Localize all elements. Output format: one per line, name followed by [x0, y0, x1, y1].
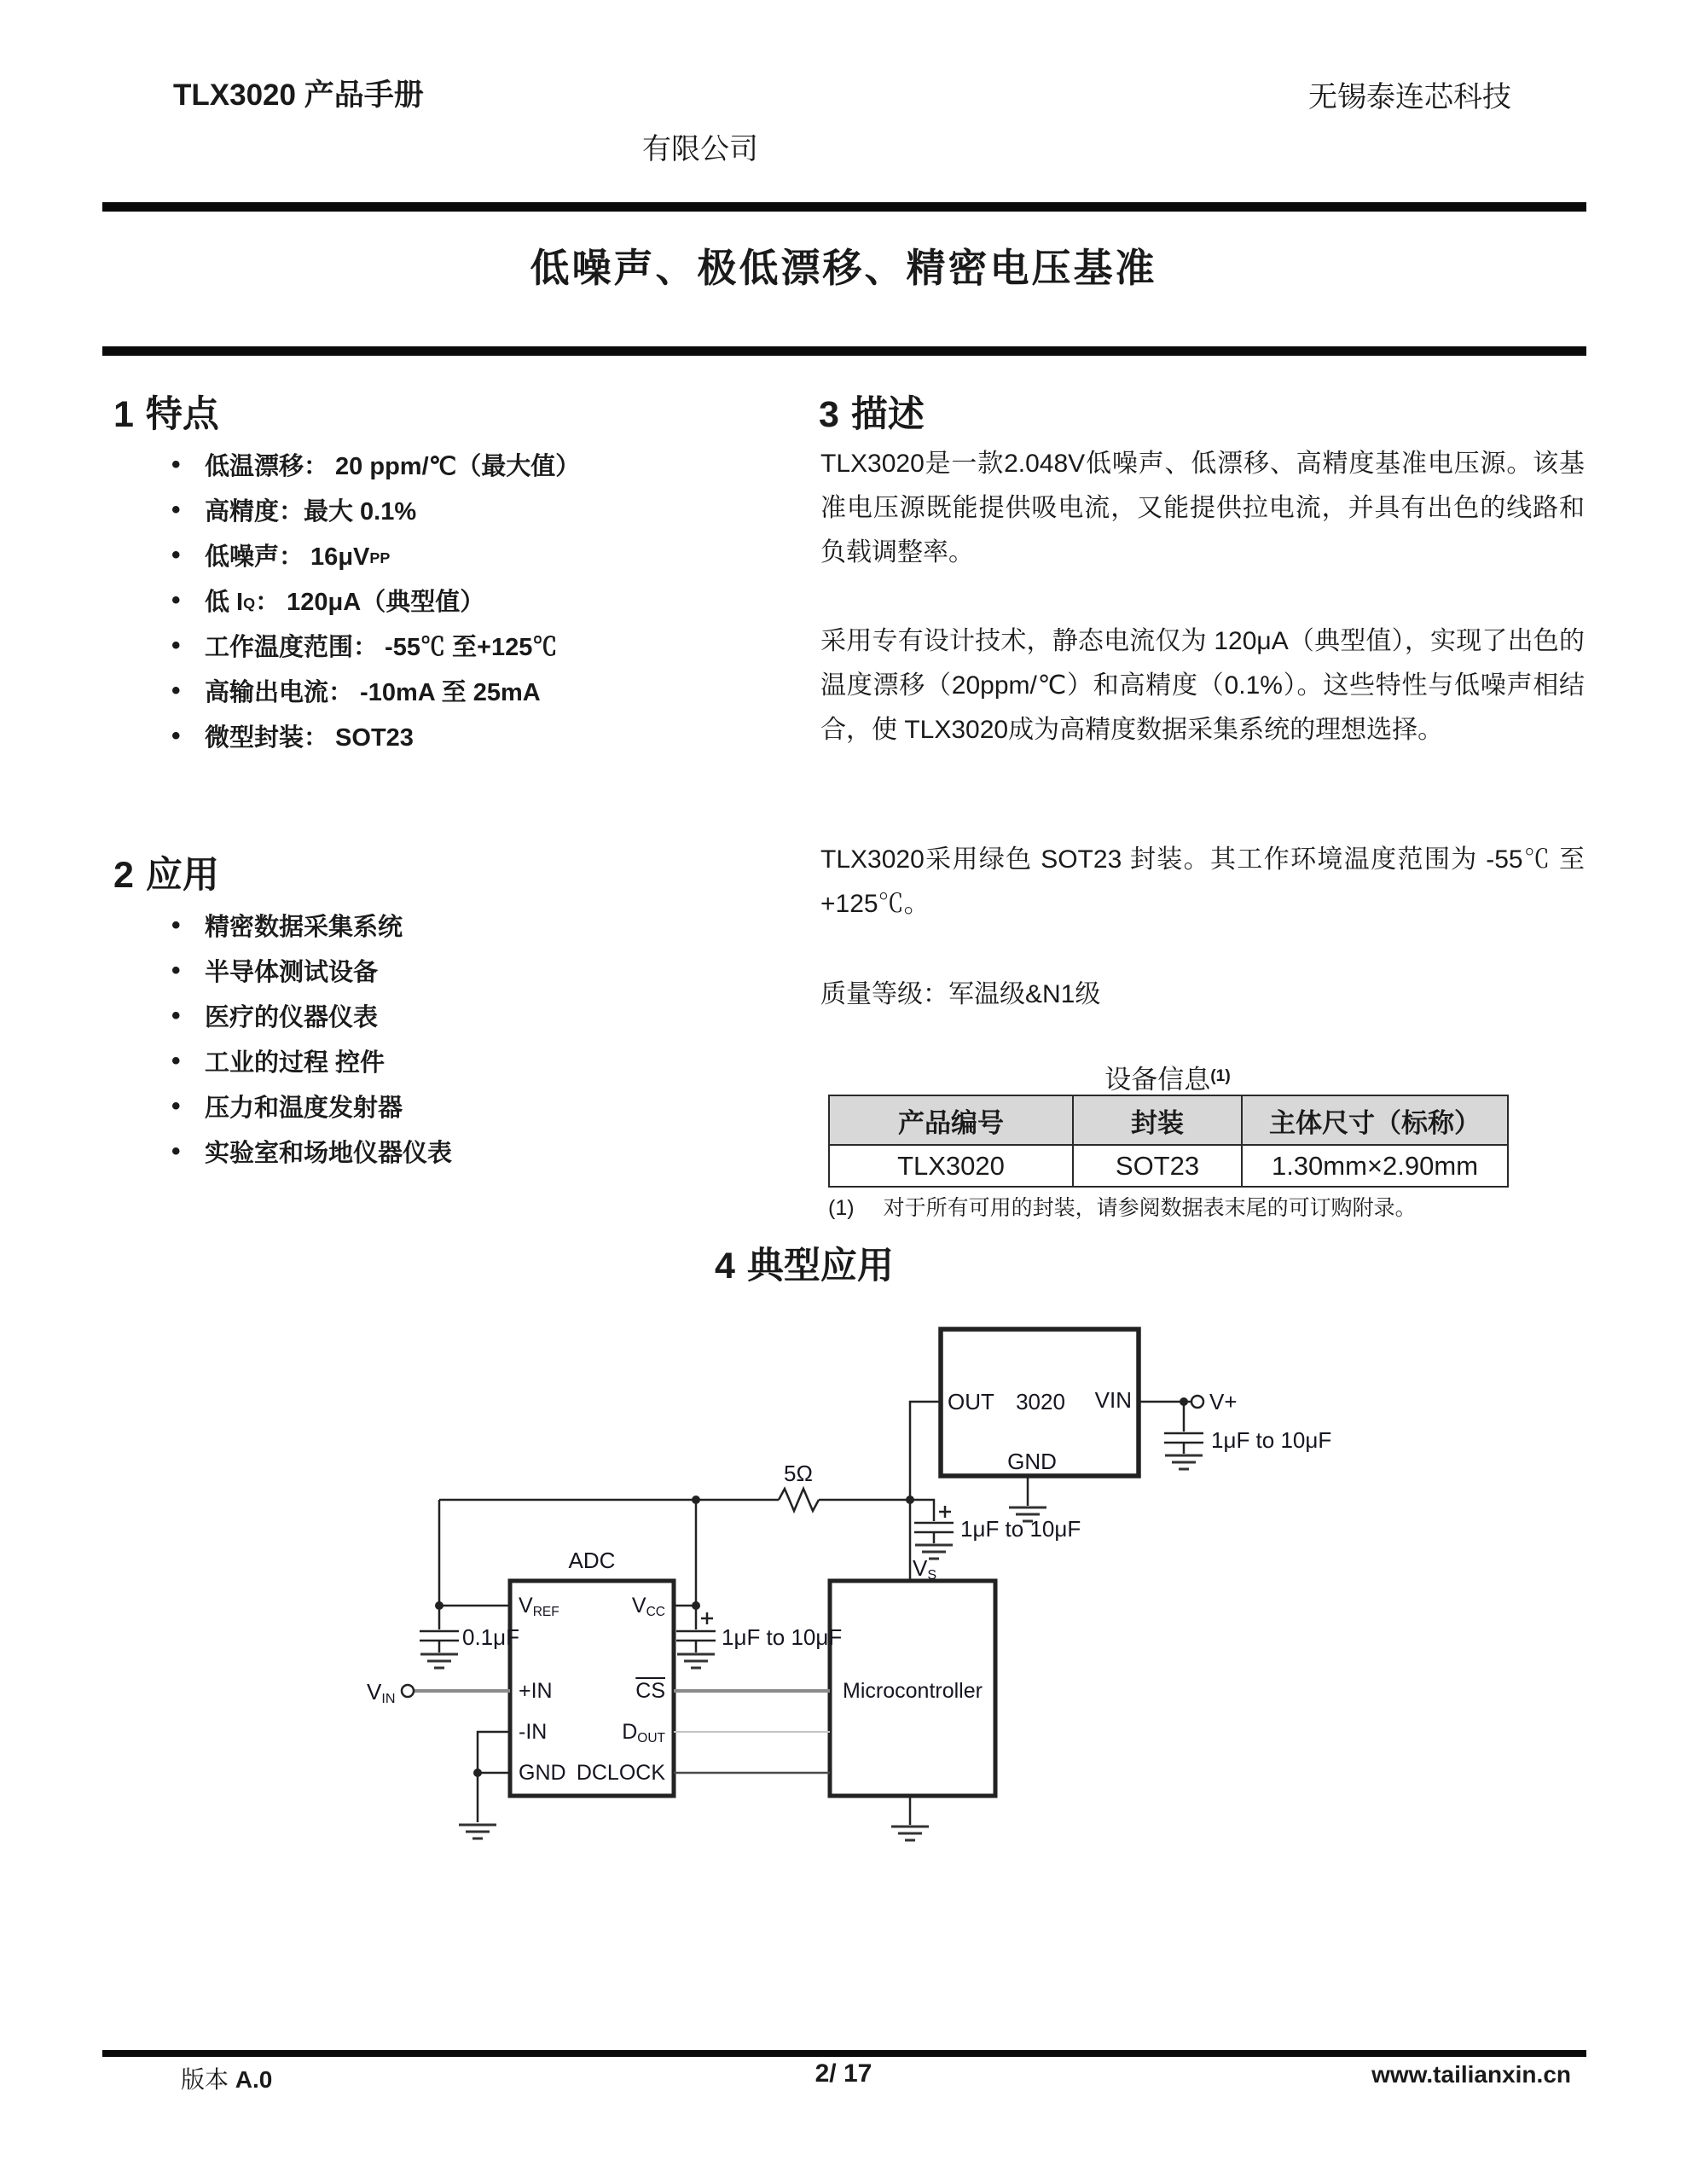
device-info-title	[828, 1058, 1507, 1096]
description-paragraph-1: TLX3020是一款2.048V低噪声、低漂移、高精度基准电压源。该基准电压源既能提供吸电流，又能提供拉电流，并具有出色的线路和负载调整率。	[820, 450, 1585, 566]
vcc-capacitor-label: 1μF to 10μF	[722, 1624, 843, 1650]
quality-grade-line: 质量等级：军温级&N1级	[820, 980, 1101, 1008]
page-number: 2/ 17	[815, 2059, 872, 2088]
feature-subscript: PP	[369, 549, 391, 567]
description-heading-label: 描述	[850, 394, 925, 435]
page-title: 低噪声、极低漂移、精密电压基准	[530, 246, 1157, 290]
features-heading-number: 1	[113, 394, 134, 435]
application-text: • 实验室和场地仪器仪表	[205, 1140, 453, 1167]
list-item	[113, 1129, 452, 1174]
applications-list	[113, 903, 452, 1174]
feature-text: • 工作温度范围： -55℃ 至+125℃	[205, 634, 558, 661]
tlx-vin-pin-label: VIN	[1094, 1387, 1132, 1413]
description-paragraph-3: TLX3020采用绿色 SOT23 封装。其工作环境温度范围为 -55℃ 至 +125℃。	[820, 845, 1585, 918]
vs-v: V	[913, 1555, 928, 1581]
table-header-row	[829, 1095, 1508, 1145]
list-item	[113, 532, 580, 578]
application-text: • 工业的过程 控件	[205, 1049, 386, 1077]
adc-dout-pin-label	[580, 1720, 665, 1745]
adc-dclock-pin-label: DCLOCK	[576, 1761, 665, 1785]
cs-overlined: $\overline{CS}$	[635, 1679, 665, 1703]
description-heading-number: 3	[819, 394, 839, 435]
applications-heading-label: 应用	[145, 855, 219, 896]
vcc-capacitor	[676, 1609, 716, 1653]
column-header: 产品编号	[829, 1095, 1073, 1145]
adc-plus-in-pin-label: +IN	[519, 1679, 553, 1703]
device-info-title-footnote-ref: (1)	[1210, 1067, 1231, 1086]
table-cell: TLX3020	[829, 1145, 1073, 1187]
adc-vref-pin-label	[519, 1594, 559, 1618]
applications-heading-number: 2	[113, 855, 134, 896]
tlx-gnd-pin-label: GND	[1007, 1449, 1057, 1474]
feature-text: ： 120μA（典型值）	[255, 589, 485, 616]
vplus-terminal-label: V+	[1209, 1389, 1238, 1414]
vin-subscript: IN	[381, 1691, 396, 1707]
circuit-diagram	[239, 1297, 1390, 1894]
vin-terminal-circle	[402, 1685, 414, 1697]
column-header: 封装	[1073, 1095, 1242, 1145]
vs-capacitor-label: 1μF to 10μF	[960, 1516, 1081, 1542]
header-rule	[102, 202, 1586, 212]
description-paragraph-2: 采用专有设计技术，静态电流仅为 120μA（典型值），实现了出色的温度漂移（20ppm/℃）和高精度（0.1%）。这些特性与低噪声相结合，使 TLX3020成为高精度数据采集系统的理想选择。	[820, 627, 1585, 744]
version-value: A.0	[235, 2066, 273, 2093]
table-row	[829, 1145, 1508, 1187]
vin-capacitor	[1164, 1405, 1203, 1454]
feature-text: • 低 I	[205, 589, 244, 616]
junction-dots	[435, 1397, 1188, 1777]
adc-gnd-wire	[478, 1732, 510, 1822]
tlx-out-pin-label: OUT	[948, 1389, 994, 1414]
description-heading	[819, 386, 925, 438]
typical-application-circuit	[239, 1297, 1390, 1894]
plus-sign	[701, 1612, 713, 1624]
microcontroller-label: Microcontroller	[843, 1679, 983, 1703]
list-item	[113, 948, 452, 993]
footnote-text: 对于所有可用的封装，请参阅数据表末尾的可订购附录。	[883, 1196, 1417, 1220]
company-name-line2: 有限公司	[642, 133, 758, 166]
list-item	[113, 623, 580, 668]
vs-node-label	[913, 1555, 936, 1582]
list-item	[113, 668, 580, 713]
application-text: • 半导体测试设备	[205, 959, 379, 986]
vin-v: V	[367, 1679, 382, 1705]
doc-title: TLX3020 产品手册	[173, 78, 424, 112]
device-info-title-text: 设备信息	[1104, 1065, 1211, 1095]
table-cell: SOT23	[1073, 1145, 1242, 1187]
adc-minus-in-pin-label: -IN	[519, 1720, 548, 1744]
vref-capacitor	[420, 1609, 459, 1653]
tlx-part-label: 3020	[1016, 1389, 1065, 1414]
typical-application-heading-number: 4	[715, 1246, 735, 1287]
column-header: 主体尺寸（标称）	[1242, 1095, 1508, 1145]
features-heading	[113, 386, 219, 438]
website-url: www.tailianxin.cn	[1371, 2061, 1571, 2088]
plus-sign	[939, 1506, 951, 1518]
list-item	[113, 993, 452, 1038]
features-list	[113, 442, 580, 758]
dout-subscript: OUT	[637, 1730, 665, 1745]
vref-v: V	[519, 1594, 533, 1618]
feature-text: • 低噪声： 16μV	[205, 543, 370, 571]
table-cell: 1.30mm×2.90mm	[1242, 1145, 1508, 1187]
feature-text: • 高精度：最大 0.1%	[205, 498, 417, 526]
feature-subscript: Q	[243, 595, 256, 613]
out-wire	[910, 1402, 941, 1500]
typical-application-heading	[715, 1237, 894, 1289]
list-item	[113, 713, 580, 758]
vs-capacitor	[910, 1500, 954, 1543]
adc-vcc-pin-label	[580, 1594, 665, 1618]
vs-subscript: S	[927, 1567, 937, 1583]
vref-wire	[439, 1500, 510, 1606]
application-text: • 压力和温度发射器	[205, 1095, 403, 1122]
list-item	[113, 903, 452, 948]
list-item	[113, 487, 580, 532]
version-label: 版本	[181, 2066, 229, 2093]
vref-capacitor-label: 0.1μF	[462, 1624, 520, 1650]
feature-text: • 微型封装： SOT23	[205, 724, 414, 752]
feature-text: • 高输出电流： -10mA 至 25mA	[205, 679, 541, 706]
resistor-label: 5Ω	[784, 1461, 813, 1486]
application-text: • 精密数据采集系统	[205, 914, 403, 941]
list-item	[113, 1038, 452, 1083]
vcc-wire	[674, 1500, 696, 1606]
table-footnote	[828, 1191, 1417, 1222]
footnote-marker: (1)	[828, 1196, 855, 1220]
device-info-table	[828, 1095, 1509, 1188]
vref-subscript: REF	[532, 1604, 559, 1619]
resistor-5ohm	[779, 1489, 819, 1511]
features-heading-label: 特点	[145, 394, 219, 435]
list-item	[113, 442, 580, 487]
vin-capacitor-label: 1μF to 10μF	[1211, 1427, 1332, 1453]
adc-gnd-pin-label: GND	[519, 1761, 566, 1785]
vcc-v: V	[631, 1594, 646, 1618]
applications-heading	[113, 846, 219, 898]
adc-cs-pin-label	[580, 1679, 665, 1704]
company-name-line1: 无锡泰连芯科技	[1308, 81, 1511, 113]
vplus-terminal-circle	[1191, 1396, 1203, 1408]
list-item	[113, 578, 580, 623]
application-text: • 医疗的仪器仪表	[205, 1004, 379, 1031]
vcc-subscript: CC	[646, 1604, 665, 1619]
feature-text: • 低温漂移： 20 ppm/℃（最大值）	[205, 453, 581, 480]
adc-title: ADC	[568, 1548, 616, 1573]
typical-application-heading-label: 典型应用	[746, 1246, 894, 1287]
dout-d: D	[622, 1720, 638, 1744]
footer-rule	[102, 2050, 1586, 2057]
list-item	[113, 1083, 452, 1129]
vin-terminal-label	[367, 1679, 395, 1705]
title-rule	[102, 346, 1586, 356]
